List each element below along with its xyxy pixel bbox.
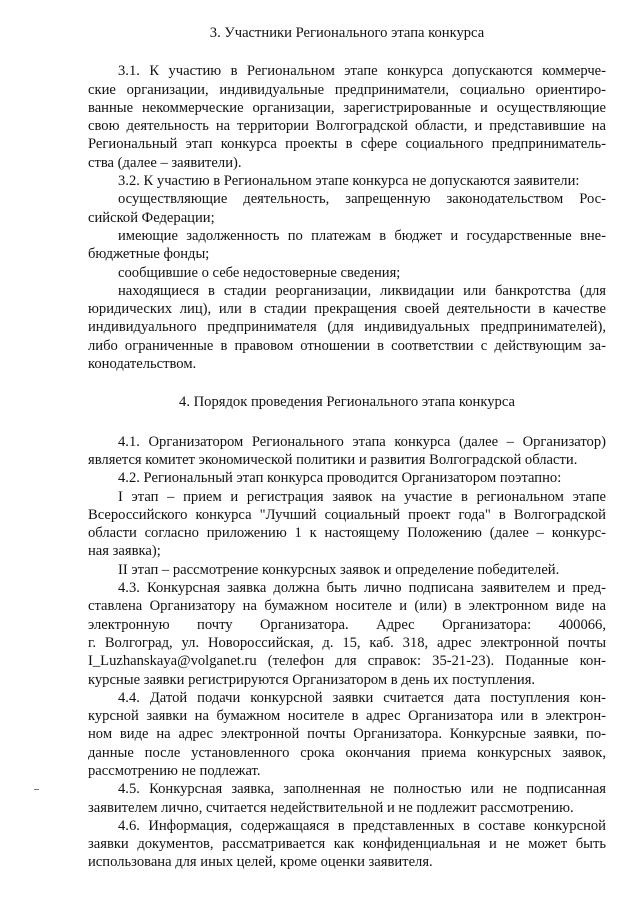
text-line: индивидуального предпринимателя (для индивидуальных предпринимателей), (88, 319, 606, 336)
paragraph-3-2-item-4 (88, 282, 606, 373)
text-line: сийской Федерации; (88, 209, 215, 226)
text-line: 4.3. Конкурсная заявка должна быть лично подписана заявителем и пред- (118, 580, 606, 597)
text-line: 4.4. Датой подачи конкурсной заявки считается дата поступления кон- (118, 689, 606, 706)
text-line: использована для иных целей, кроме оценки заявителя. (88, 854, 433, 871)
paragraph-3-2-item-2 (88, 227, 606, 264)
paragraph-4-3 (88, 579, 606, 689)
text-line: данные после установленного срока окончания приема конкурсных заявок, (88, 744, 606, 761)
paragraph-3-2 (88, 172, 606, 190)
text-line: свою деятельность на территории Волгоградской области, и представившие на (88, 118, 606, 135)
text-line: имеющие задолженность по платежам в бюджет и государственные вне- (118, 227, 606, 244)
text-line: сообщившие о себе недостоверные сведения; (118, 264, 401, 281)
text-line: либо ограниченные в правовом отношении в соответствии с действующим за- (88, 337, 606, 354)
text-line: курсные заявки регистрируются Организатором в день их поступления. (88, 671, 536, 688)
paragraph-3-2-item-3 (88, 264, 606, 282)
text-line: Всероссийского конкурса "Лучший социальный проект года" в Волгоградской (88, 506, 606, 523)
section-3-heading: 3. Участники Регионального этапа конкурса (209, 25, 485, 41)
text-line: ном виде на адрес электронной почты Организатора. Конкурсные заявки, по- (88, 726, 606, 743)
text-line: II этап – рассмотрение конкурсных заявок и определение победителей. (118, 561, 560, 578)
text-line: г. Волгоград, ул. Новороссийская, д. 15, каб. 318, адрес электронной почты (88, 634, 606, 651)
text-line: конодательством. (88, 356, 197, 373)
text-line: рассмотрению не подлежат. (88, 762, 261, 779)
text-line: Региональный этап конкурса проекты в сфере социального предприниматель- (88, 136, 606, 153)
text-line: ная заявка); (88, 543, 161, 560)
text-line: I этап – прием и регистрация заявок на участие в региональном этапе (118, 488, 606, 505)
text-line: ства (далее – заявители). (88, 154, 242, 171)
paragraph-4-1 (88, 433, 606, 470)
scan-mark (34, 789, 39, 790)
text-line: ставлена Организатору на бумажном носителе и (или) в электронном виде на (88, 598, 606, 615)
text-line: находящиеся в стадии реорганизации, ликвидации или банкротства (для (118, 282, 606, 299)
section-4-heading: 4. Порядок проведения Регионального этапа конкурса (179, 394, 515, 411)
paragraph-4-5 (88, 780, 606, 817)
text-line: ванные некоммерческие организации, зарегистрированные и осуществляющие (88, 99, 606, 116)
text-line: I_Luzhanskaya@volganet.ru (телефон для справок: 35-21-23). Поданные кон- (88, 653, 606, 670)
text-line: является комитет экономической политики и развития Волгоградской области. (88, 451, 578, 468)
text-line: юридических лиц), или в стадии прекращения своей деятельности в качестве (88, 301, 606, 318)
paragraph-3-1 (88, 62, 606, 172)
text-line: 4.5. Конкурсная заявка, заполненная не полностью или не подписанная (118, 781, 606, 798)
paragraph-4-4 (88, 689, 606, 780)
text-line: 3.1. К участию в Региональном этапе конкурса допускаются коммерче- (118, 63, 606, 80)
text-line: 3.2. К участию в Региональном этапе конкурса не допускаются заявители: (118, 173, 580, 190)
document-page (88, 24, 606, 872)
text-line: осуществляющие деятельность, запрещенную законодательством Рос- (118, 191, 606, 208)
paragraph-4-2-stage-1 (88, 488, 606, 561)
text-line: заявителем лично, считается недействительной и не подлежит рассмотрению. (88, 799, 574, 816)
text-line: электронную почту Организатора. Адрес Организатора: 400066, (88, 616, 606, 633)
text-line: бюджетные фонды; (88, 246, 210, 263)
text-line: ские организации, индивидуальные предприниматели, социально ориентиро- (88, 81, 606, 98)
text-line: заявки документов, рассматривается как конфиденциальная и не может быть (88, 836, 606, 853)
paragraph-4-6 (88, 817, 606, 872)
paragraph-4-2 (88, 469, 606, 487)
text-line: 4.6. Информация, содержащаяся в представленных в составе конкурсной (118, 817, 606, 834)
text-line: 4.2. Региональный этап конкурса проводится Организатором поэтапно: (118, 470, 562, 487)
paragraph-4-2-stage-2 (88, 561, 606, 579)
text-line: курсной заявки на бумажном носителе в адрес Организатора или в электрон- (88, 708, 606, 725)
text-line: 4.1. Организатором Регионального этапа конкурса (далее – Организатор) (118, 433, 606, 450)
text-line: области согласно приложению 1 к настоящему Положению (далее – конкурс- (88, 525, 606, 542)
paragraph-3-2-item-1 (88, 190, 606, 227)
